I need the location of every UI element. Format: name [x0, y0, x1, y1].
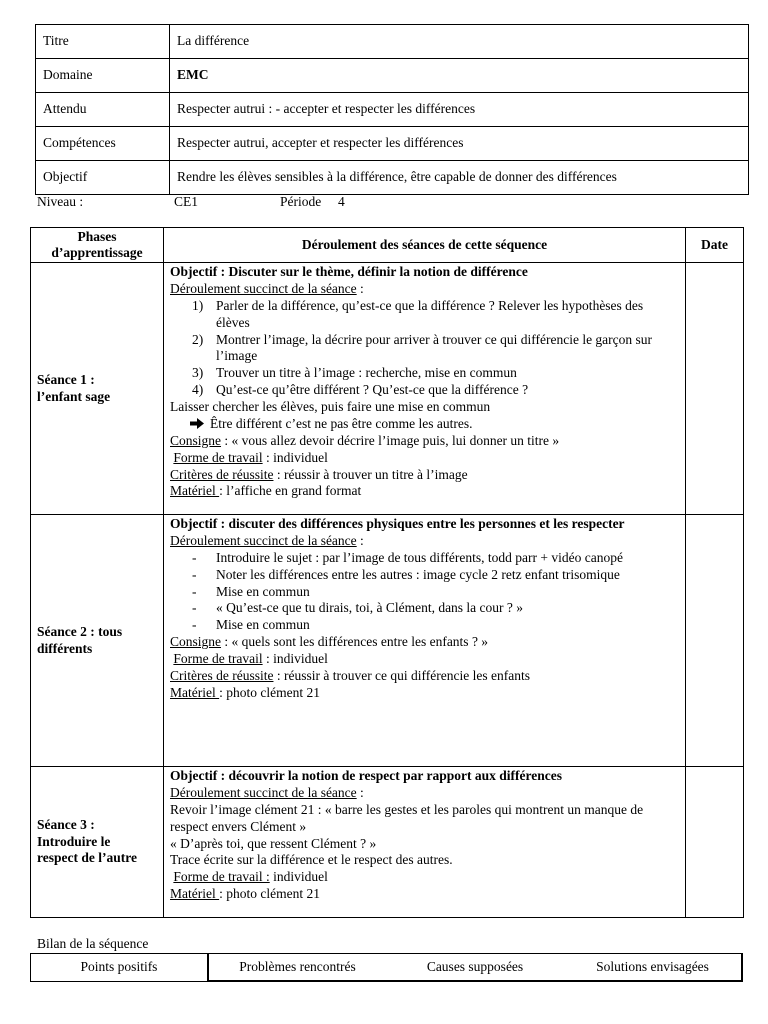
seance-2-objectif: Objectif : discuter des différences physiques entre les personnes et les respecter	[170, 516, 625, 531]
seance-2-step-1-dash: -	[192, 549, 197, 565]
seance-1-phase-line2: l’enfant sage	[37, 388, 111, 404]
right-arrow-icon	[190, 418, 204, 429]
header-phases-line1: Phases	[77, 228, 117, 244]
seance-3-content	[164, 767, 686, 918]
seance-1-criteres	[170, 467, 679, 484]
seance-3-phase-line2: Introduire le	[37, 833, 111, 849]
seance-3-deroulement-suffix: :	[356, 784, 364, 800]
seance-1-step-4-text: Qu’est-ce qu’être différent ? Qu’est-ce que la différence ?	[216, 382, 529, 398]
seance-1-forme-text: : individuel	[262, 449, 328, 465]
bilan-header-row	[31, 954, 743, 982]
niveau-value: CE1	[174, 194, 199, 209]
seance-2-step-1	[170, 550, 679, 567]
info-row-objectif	[36, 161, 749, 195]
niveau-line	[37, 194, 737, 212]
seance-1-step-2	[170, 332, 679, 366]
seance-2-step-4-dash: -	[192, 600, 197, 616]
seance-3-materiel	[170, 886, 679, 903]
seance-3-forme-text: individuel	[269, 869, 328, 885]
seance-2-deroulement-heading	[170, 533, 679, 550]
info-row-domaine	[36, 59, 749, 93]
seance-1-step-1	[170, 298, 679, 332]
seance-2-materiel-text: : photo clément 21	[219, 684, 320, 700]
seance-2-consigne	[170, 634, 679, 651]
seance-3-materiel-text: : photo clément 21	[219, 886, 320, 902]
seance-1-criteres-text: : réussir à trouver un titre à l’image	[273, 466, 468, 482]
seance-1-materiel	[170, 483, 679, 500]
seance-1-forme	[170, 450, 679, 467]
bilan-col-solutions: Solutions envisagées	[564, 954, 742, 982]
info-value-attendu: Respecter autrui : - accepter et respecter les différences	[170, 93, 749, 127]
seance-2-phase	[31, 515, 164, 767]
seance-1-step-4	[170, 382, 679, 399]
seance-1-consigne-text: : « vous allez devoir décrire l’image puis, lui donner un titre »	[221, 432, 560, 448]
seance-1-content	[164, 263, 686, 515]
info-row-titre	[36, 25, 749, 59]
seance-2-forme-label: Forme de travail	[173, 651, 263, 666]
header-deroulement: Déroulement des séances de cette séquence	[164, 228, 686, 263]
seance-3-forme	[170, 869, 679, 886]
header-phases	[31, 228, 164, 263]
header-phases-line2: d’apprentissage	[51, 245, 143, 260]
seance-1-row	[31, 263, 744, 515]
seance-2-step-1-text: Introduire le sujet : par l’image de tous différents, todd parr + vidéo canopé	[216, 549, 623, 565]
seance-3-forme-label: Forme de travail :	[173, 869, 270, 885]
bilan-col-causes: Causes supposées	[386, 954, 564, 982]
periode-value: 4	[338, 194, 345, 209]
seance-2-criteres-label: Critères de réussite	[170, 667, 274, 683]
info-value-domaine: EMC	[170, 59, 749, 93]
seance-3-revoir: Revoir l’image clément 21 : « barre les gestes et les paroles qui montrent un manque de respect envers Clément »	[170, 801, 644, 834]
seance-1-forme-label: Forme de travail	[173, 449, 263, 465]
seance-2-content	[164, 515, 686, 767]
bilan-title: Bilan de la séquence	[37, 936, 149, 951]
seance-2-step-2	[170, 567, 679, 584]
seance-2-criteres	[170, 668, 679, 685]
seance-3-trace: Trace écrite sur la différence et le respect des autres.	[170, 852, 453, 868]
seance-3-row	[31, 767, 744, 918]
seance-3-date	[686, 767, 744, 918]
seance-1-objectif: Objectif : Discuter sur le thème, définir la notion de différence	[170, 264, 528, 279]
seance-1-deroulement-suffix: :	[356, 280, 364, 296]
info-row-attendu	[36, 93, 749, 127]
seance-1-step-1-text: Parler de la différence, qu’est-ce que la différence ? Relever les hypothèses des élèves	[216, 297, 644, 330]
seance-2-materiel-label: Matériel	[170, 684, 220, 700]
seance-1-step-4-num: 4)	[192, 382, 204, 398]
info-label-objectif: Objectif	[36, 161, 170, 195]
seance-1-materiel-label: Matériel	[170, 483, 220, 499]
seance-1-step-1-num: 1)	[192, 297, 204, 313]
info-table	[35, 24, 749, 195]
seance-1-materiel-text: : l’affiche en grand format	[219, 483, 362, 499]
seance-1-step-3	[170, 365, 679, 382]
seance-2-step-3-dash: -	[192, 583, 197, 599]
info-label-competences: Compétences	[36, 127, 170, 161]
seance-3-objectif: Objectif : découvrir la notion de respect par rapport aux différences	[170, 768, 562, 783]
header-date: Date	[686, 228, 744, 263]
info-label-attendu: Attendu	[36, 93, 170, 127]
info-row-competences	[36, 127, 749, 161]
seance-1-deroulement-heading	[170, 281, 679, 298]
seance-1-step-3-text: Trouver un titre à l’image : recherche, mise en commun	[216, 365, 517, 381]
seance-2-forme	[170, 651, 679, 668]
seance-1-step-2-text: Montrer l’image, la décrire pour arriver à trouver ce qui différencie le garçon sur l’image	[216, 331, 653, 364]
seance-2-date	[686, 515, 744, 767]
seance-2-phase-line2: différents	[37, 640, 93, 656]
periode-label: Période	[280, 194, 322, 209]
sequence-header-row	[31, 228, 744, 263]
seance-2-phase-line1: Séance 2 : tous	[37, 623, 123, 639]
seance-1-consigne	[170, 433, 679, 450]
seance-3-phase-line3: respect de l’autre	[37, 850, 137, 866]
seance-1-step-2-num: 2)	[192, 331, 204, 347]
bilan-col-points-positifs: Points positifs	[31, 954, 209, 982]
seance-2-step-3	[170, 584, 679, 601]
seance-2-consigne-text: : « quels sont les différences entre les enfants ? »	[221, 634, 489, 650]
seance-3-deroulement-label: Déroulement succinct de la séance	[170, 784, 357, 800]
seance-1-step-3-num: 3)	[192, 365, 204, 381]
seance-2-forme-text: : individuel	[262, 651, 328, 666]
seance-1-arrow-line	[170, 416, 679, 433]
seance-2-row	[31, 515, 744, 767]
seance-2-step-5-text: Mise en commun	[216, 617, 310, 633]
seance-1-criteres-label: Critères de réussite	[170, 466, 274, 482]
seance-3-phase-line1: Séance 3 :	[37, 816, 95, 832]
seance-3-deroulement-heading	[170, 785, 679, 802]
seance-1-date	[686, 263, 744, 515]
seance-3-dapres: « D’après toi, que ressent Clément ? »	[170, 835, 377, 851]
seance-3-phase	[31, 767, 164, 918]
seance-2-step-5	[170, 617, 679, 634]
seance-1-phase-line1: Séance 1 :	[37, 371, 95, 387]
seance-2-step-2-text: Noter les différences entre les autres : image cycle 2 retz enfant trisomique	[216, 566, 620, 582]
niveau-label: Niveau :	[37, 194, 84, 209]
seance-2-consigne-label: Consigne	[170, 634, 222, 650]
seance-2-step-3-text: Mise en commun	[216, 583, 310, 599]
info-label-domaine: Domaine	[36, 59, 170, 93]
seance-2-deroulement-label: Déroulement succinct de la séance	[170, 532, 357, 548]
bilan-col-problemes: Problèmes rencontrés	[208, 954, 386, 982]
info-label-titre: Titre	[36, 25, 170, 59]
info-value-objectif: Rendre les élèves sensibles à la différence, être capable de donner des différences	[170, 161, 749, 195]
info-value-competences: Respecter autrui, accepter et respecter les différences	[170, 127, 749, 161]
seance-2-step-5-dash: -	[192, 617, 197, 633]
seance-2-step-4-text: « Qu’est-ce que tu dirais, toi, à Clément, dans la cour ? »	[216, 600, 524, 616]
seance-2-step-2-dash: -	[192, 566, 197, 582]
seance-2-materiel	[170, 685, 679, 702]
seance-1-phase	[31, 263, 164, 515]
seance-2-criteres-text: : réussir à trouver ce qui différencie les enfants	[273, 667, 530, 683]
sequence-table	[30, 227, 744, 918]
seance-3-materiel-label: Matériel	[170, 886, 220, 902]
seance-1-consigne-label: Consigne	[170, 432, 222, 448]
seance-2-step-4	[170, 600, 679, 617]
seance-1-laisser: Laisser chercher les élèves, puis faire une mise en commun	[170, 399, 491, 414]
seance-2-deroulement-suffix: :	[356, 532, 364, 548]
seance-1-deroulement-label: Déroulement succinct de la séance	[170, 280, 357, 296]
seance-1-arrow-text: Être différent c’est ne pas être comme les autres.	[210, 415, 473, 431]
info-value-titre: La différence	[170, 25, 749, 59]
bilan-table	[30, 953, 743, 982]
